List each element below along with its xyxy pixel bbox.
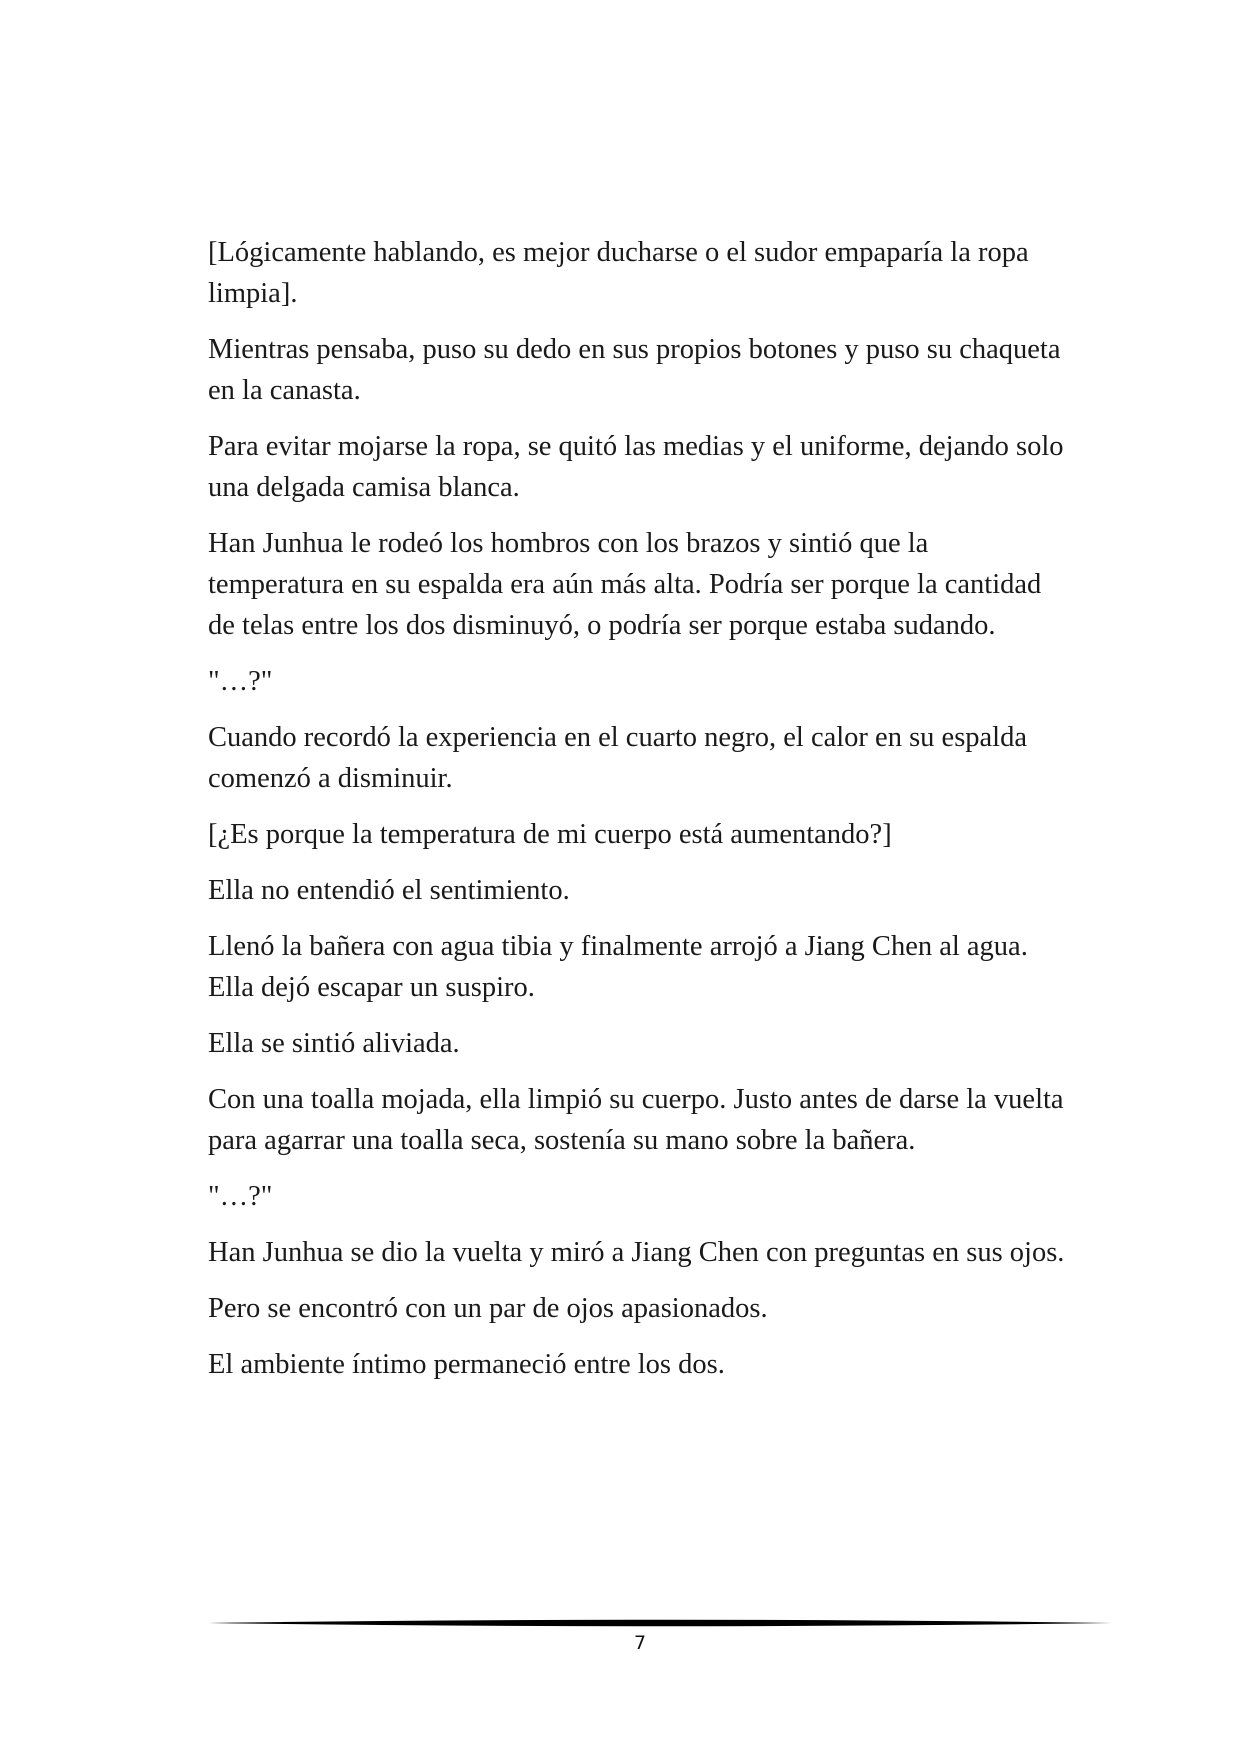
page-number: 7 xyxy=(633,1632,647,1654)
paragraph: [Lógicamente hablando, es mejor ducharse o el sudor empaparía la ropa limpia]. xyxy=(208,237,1029,309)
paragraph: Para evitar mojarse la ropa, se quitó las medias y el uniforme, dejando solo una delgada camisa blanca. xyxy=(208,431,1064,503)
paragraph: Pero se encontró con un par de ojos apasionados. xyxy=(208,1293,768,1324)
paragraph: Llenó la bañera con agua tibia y finalmente arrojó a Jiang Chen al agua. Ella dejó escapar un suspiro. xyxy=(208,931,1028,1003)
paragraph: Con una toalla mojada, ella limpió su cuerpo. Justo antes de darse la vuelta para agarrar una toalla seca, sostenía su mano sobre la bañera. xyxy=(208,1084,1064,1156)
paragraph: "…?" xyxy=(208,666,273,697)
paragraph: Han Junhua le rodeó los hombros con los brazos y sintió que la temperatura en su espalda era aún más alta. Podría ser porque la cantidad de telas entre los dos disminuyó, o podría ser porque estaba sudando. xyxy=(208,528,1042,641)
paragraph: Cuando recordó la experiencia en el cuarto negro, el calor en su espalda comenzó a disminuir. xyxy=(208,722,1027,794)
paragraph: "…?" xyxy=(208,1181,273,1212)
paragraph: [¿Es porque la temperatura de mi cuerpo está aumentando?] xyxy=(208,819,892,850)
footer-divider xyxy=(208,1616,1112,1630)
paragraph: Han Junhua se dio la vuelta y miró a Jiang Chen con preguntas en sus ojos. xyxy=(208,1237,1065,1268)
paragraph: Mientras pensaba, puso su dedo en sus propios botones y puso su chaqueta en la canasta. xyxy=(208,334,1061,406)
paragraph: El ambiente íntimo permaneció entre los dos. xyxy=(208,1349,725,1380)
paragraph: Ella no entendió el sentimiento. xyxy=(208,875,570,906)
paragraph: Ella se sintió aliviada. xyxy=(208,1028,460,1059)
body-text xyxy=(208,232,1068,1400)
